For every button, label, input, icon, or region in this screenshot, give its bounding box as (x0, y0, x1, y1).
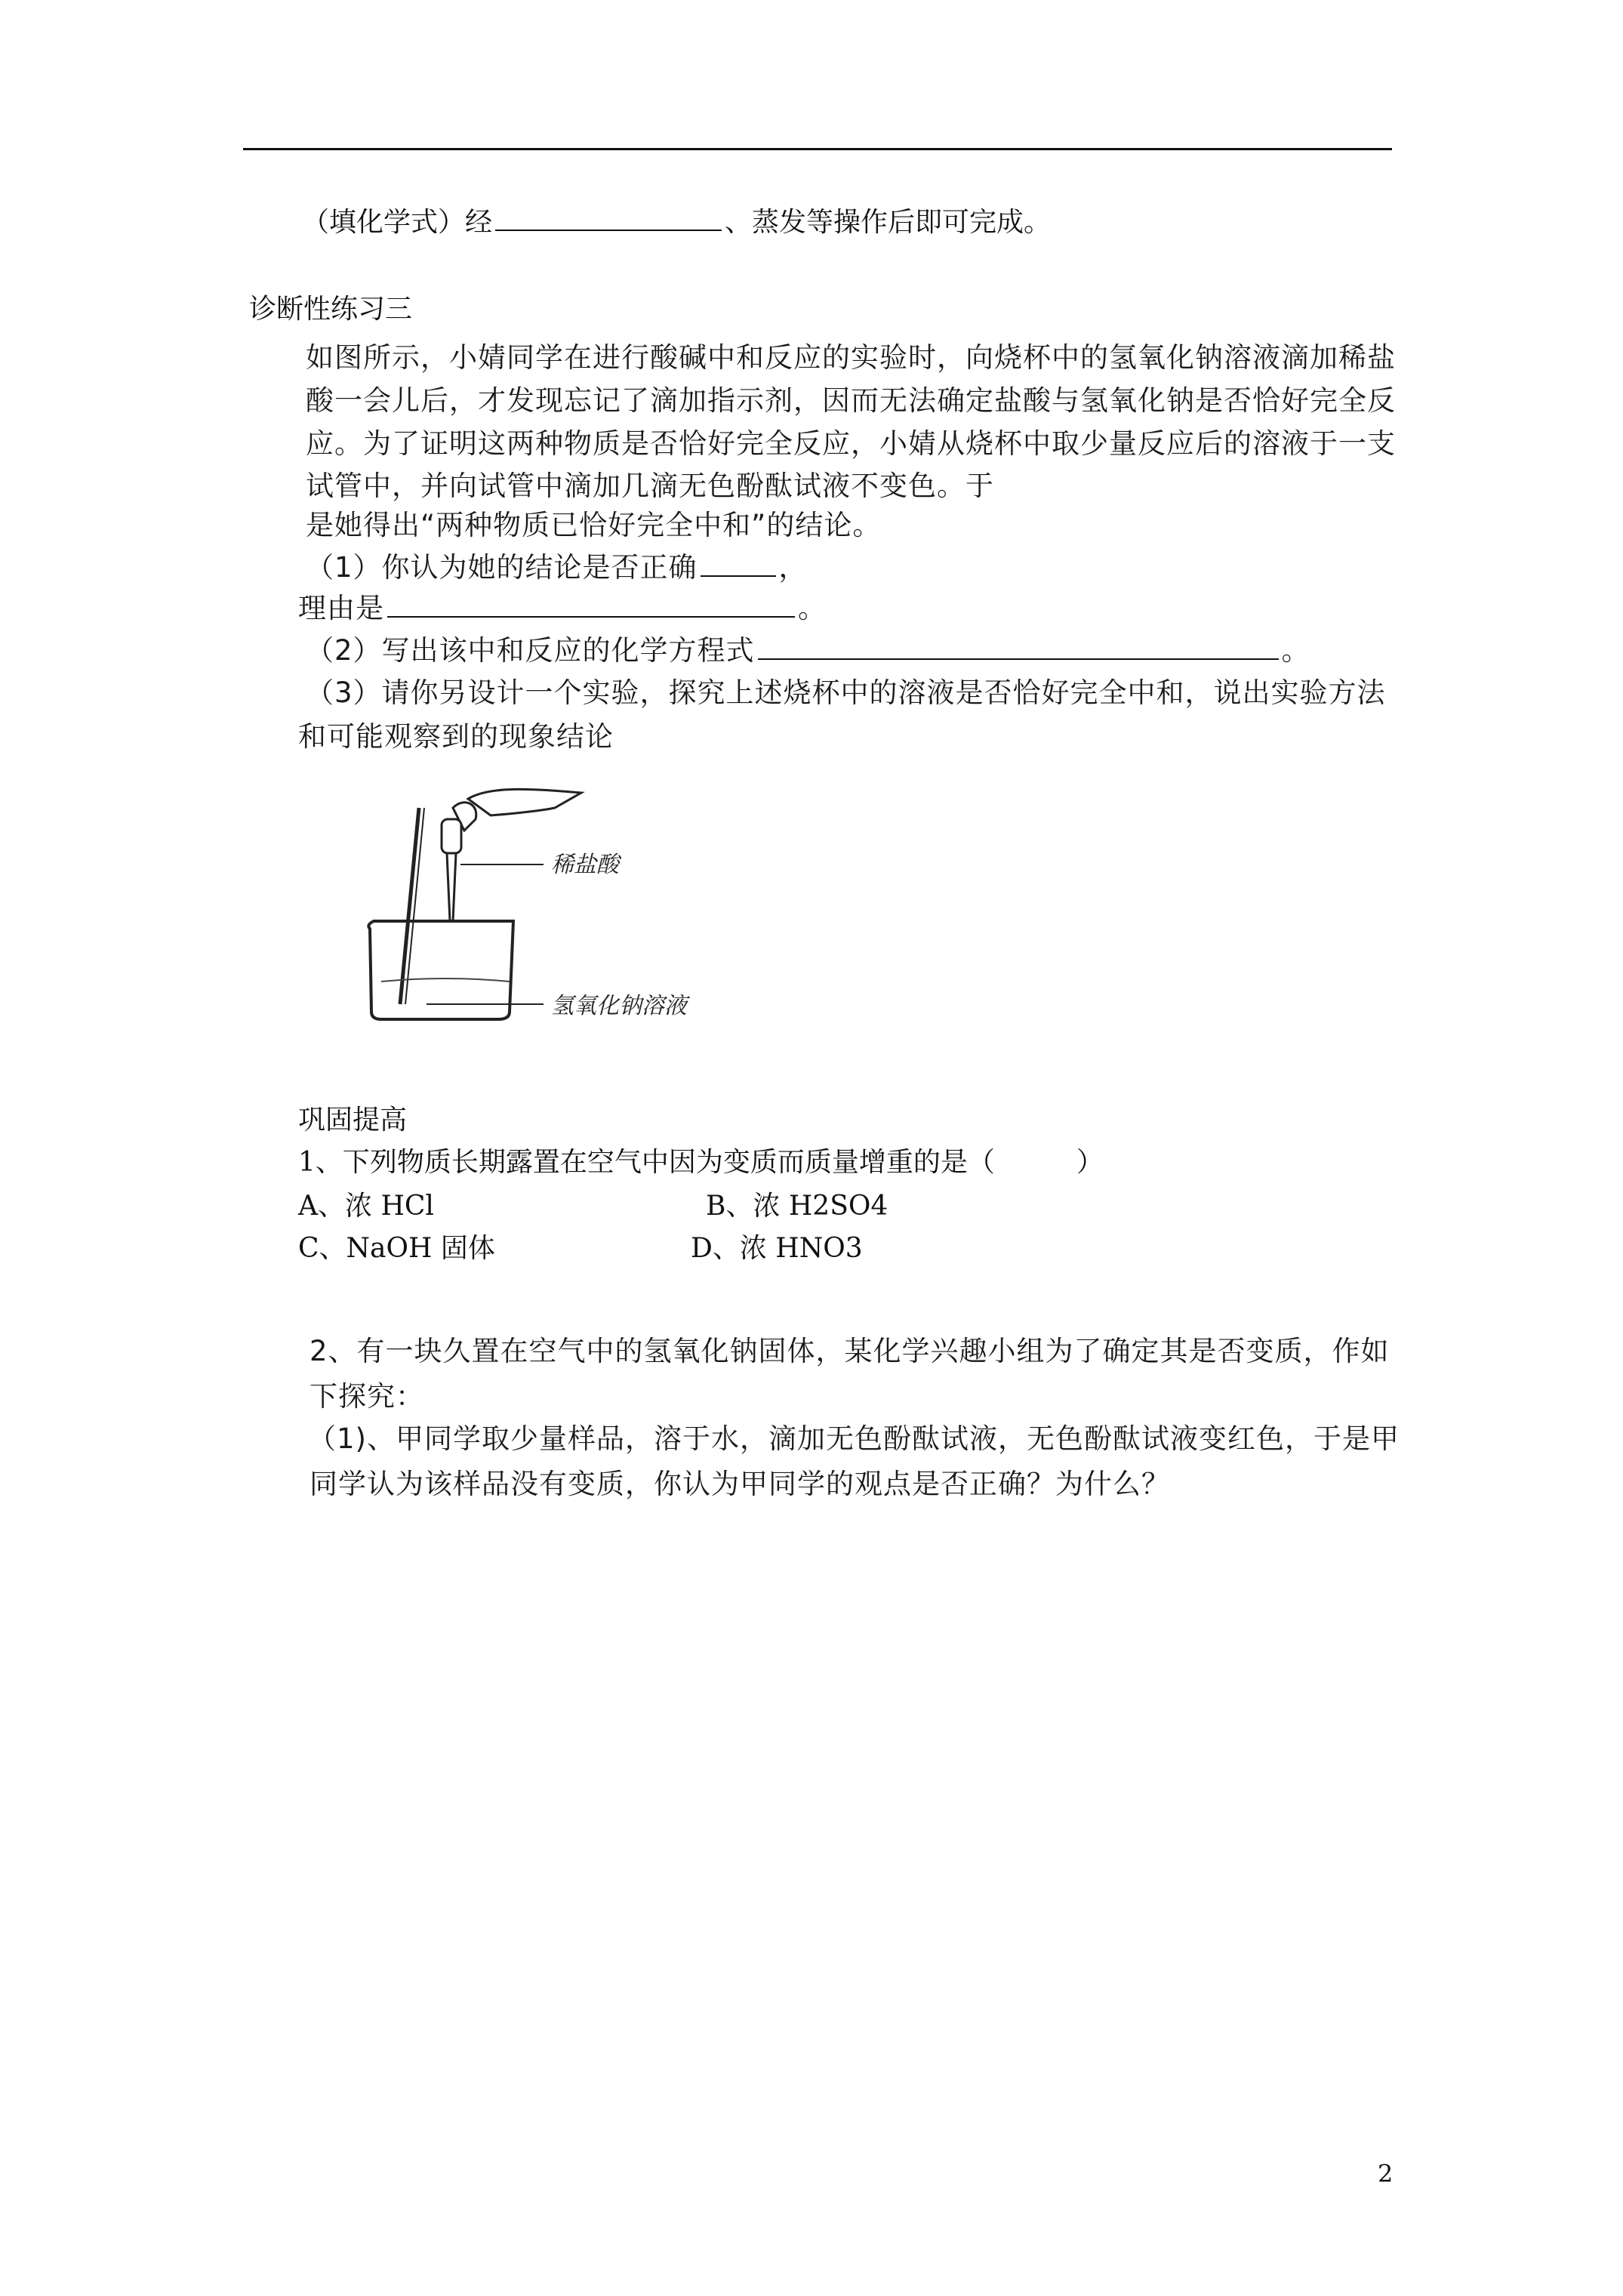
dropper-bulb-icon (442, 819, 461, 853)
q2-prefix: （2）写出该中和反应的化学方程式 (306, 634, 755, 667)
header-rule (243, 148, 1392, 150)
paragraph-line-5: 是她得出“两种物质已恰好完全中和”的结论。 (306, 509, 882, 541)
section-title-diagnostic: 诊断性练习三 (249, 294, 413, 325)
option-d: D、浓 HNO3 (691, 1233, 863, 1264)
option-c: C、NaOH 固体 (298, 1233, 495, 1264)
glass-rod-icon (400, 808, 419, 1004)
q1-reason-prefix: 理由是 (298, 592, 384, 624)
question-1-reason (298, 590, 827, 627)
answer-blank[interactable] (495, 204, 722, 231)
q2-answer-blank[interactable] (758, 633, 1279, 660)
question-2-line-3: （1)、甲同学取少量样品，溶于水，滴加无色酚酞试液，无色酚酞试液变红色，于是甲 (308, 1422, 1400, 1455)
paragraph-line-1: 如图所示，小婧同学在进行酸碱中和反应的实验时，向烧杯中的氢氧化钠溶液滴加稀盐 (306, 341, 1396, 374)
question-1 (306, 550, 808, 586)
fill-suffix: 、蒸发等操作后即可完成。 (725, 207, 1052, 238)
label-dilute-hcl: 稀盐酸 (551, 852, 619, 878)
question-2-line-2: 下探究： (310, 1380, 424, 1413)
section-title-consolidate: 巩固提高 (298, 1105, 408, 1136)
q1-suffix: ， (778, 551, 808, 584)
label-naoh-solution: 氢氧化钠溶液 (551, 993, 687, 1019)
q2-suffix: 。 (1281, 634, 1310, 667)
question-1-stem: 1、下列物质长期露置在空气中因为变质而质量增重的是（ ） (298, 1147, 1104, 1178)
option-a: A、浓 HCl (298, 1191, 434, 1222)
paragraph-line-2: 酸一会儿后，才发现忘记了滴加指示剂，因而无法确定盐酸与氢氧化钠是否恰好完全反 (306, 384, 1396, 417)
question-2-line-4: 同学认为该样品没有变质，你认为甲同学的观点是否正确？为什么？ (310, 1468, 1170, 1500)
q1-reason-blank[interactable] (387, 590, 795, 618)
question-2 (306, 633, 1310, 669)
beaker-titration-figure (340, 778, 732, 1034)
fill-prefix: （填化学式）经 (302, 207, 493, 238)
hand-icon (468, 789, 581, 815)
fill-line-top (302, 204, 1051, 241)
question-3-line-1: （3）请你另设计一个实验，探究上述烧杯中的溶液是否恰好完全中和，说出实验方法 (306, 676, 1386, 709)
question-2-line-1: 2、有一块久置在空气中的氢氧化钠固体，某化学兴趣小组为了确定其是否变质，作如 (310, 1335, 1390, 1367)
paragraph-line-3: 应。为了证明这两种物质是否恰好完全反应，小婧从烧杯中取少量反应后的溶液于一支 (306, 427, 1396, 460)
dropper-tube-icon (447, 853, 456, 921)
q1-prefix: （1）你认为她的结论是否正确 (306, 551, 698, 584)
option-b: B、浓 H2SO4 (706, 1191, 888, 1222)
question-3-line-2: 和可能观察到的现象结论 (298, 720, 614, 753)
page-number: 2 (1378, 2159, 1394, 2188)
paragraph-line-4: 试管中，并向试管中滴加几滴无色酚酞试液不变色。于 (306, 470, 994, 502)
q1-reason-suffix: 。 (798, 592, 827, 624)
q1-answer-blank[interactable] (701, 550, 776, 577)
